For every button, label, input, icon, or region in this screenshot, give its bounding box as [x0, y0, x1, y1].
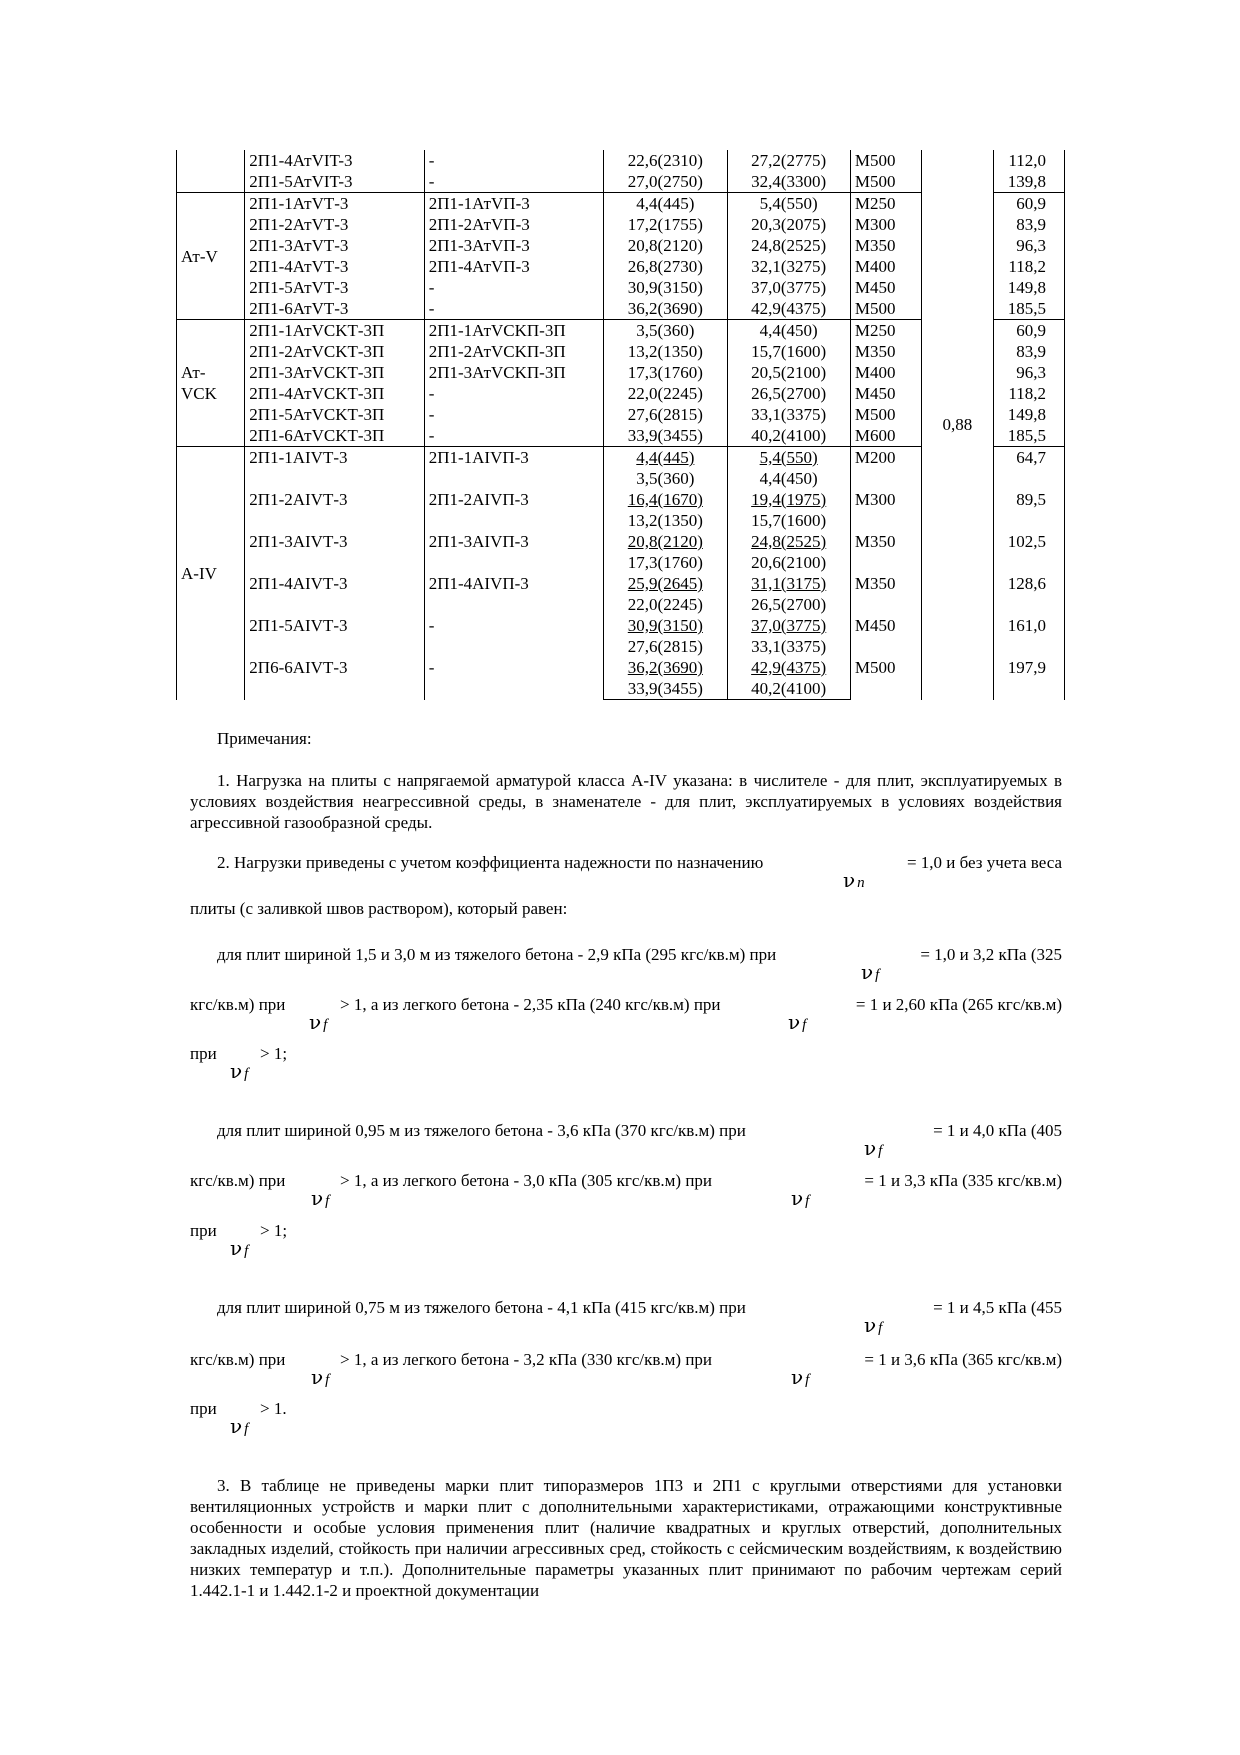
cell-l1: 13,2(1350) — [604, 341, 727, 362]
cell-m2: - — [424, 150, 603, 171]
cell-m2: - — [424, 404, 603, 425]
cell-con: М500 — [850, 150, 921, 171]
cell-l2: 42,9(4375) — [727, 657, 850, 678]
cell-m2: - — [424, 298, 603, 320]
cell-con: М350 — [850, 235, 921, 256]
cell-m1: 2П1-2АтVТ-3 — [245, 214, 424, 235]
note-2-line-2: плиты (с заливкой швов раствором), который равен: — [190, 899, 568, 918]
cell-l2: 33,1(3375) — [727, 404, 850, 425]
cell-l2: 40,2(4100) — [727, 425, 850, 447]
cell-l1b: 17,3(1760) — [604, 552, 727, 573]
gamma-f-symbol: ν f — [791, 1186, 810, 1210]
para-2-line-1: для плит шириной 0,95 м из тяжелого бетона - 3,6 кПа (370 кгс/кв.м) при = 1 и 4,0 кПа (405 — [217, 1121, 1062, 1140]
gamma-f-symbol: ν f — [309, 1010, 328, 1034]
cell-l2: 20,5(2100) — [727, 362, 850, 383]
cell-con: М450 — [850, 615, 921, 657]
gamma-f-symbol: ν f — [230, 1236, 249, 1260]
rebar-class-cell: Ат-V — [177, 193, 245, 320]
cell-m2: - — [424, 277, 603, 298]
cell-mass: 118,2 — [993, 383, 1064, 404]
cell-mass: 197,9 — [993, 657, 1064, 700]
cell-con: М450 — [850, 383, 921, 404]
cell-mass: 89,5 — [993, 489, 1064, 531]
cell-mass: 102,5 — [993, 531, 1064, 573]
cell-l1: 22,6(2310) — [604, 150, 727, 171]
cell-m1: 2П1-2AIVТ-3 — [245, 489, 424, 531]
cell-l2: 32,1(3275) — [727, 256, 850, 277]
cell-mass: 128,6 — [993, 573, 1064, 615]
cell-con: М500 — [850, 298, 921, 320]
cell-mass: 149,8 — [993, 404, 1064, 425]
cell-l1: 30,9(3150) — [604, 277, 727, 298]
cell-m1: 2П1-1АтVТ-3 — [245, 193, 424, 215]
gamma-f-symbol: ν f — [311, 1365, 330, 1389]
cell-l2: 24,8(2525) — [727, 235, 850, 256]
cell-l1: 20,8(2120) — [604, 531, 727, 552]
para-1-line-1: для плит шириной 1,5 и 3,0 м из тяжелого бетона - 2,9 кПа (295 кгс/кв.м) при = 1,0 и 3,2 кПа (325 — [217, 945, 1062, 964]
cell-con: М250 — [850, 320, 921, 342]
para-3-line-1: для плит шириной 0,75 м из тяжелого бетона - 4,1 кПа (415 кгс/кв.м) при = 1 и 4,5 кПа (455 — [217, 1298, 1062, 1317]
rebar-class-line: Ат- — [181, 363, 206, 382]
cell-con: М300 — [850, 489, 921, 531]
cell-m1: 2П1-1АтVCKТ-3П — [245, 320, 424, 342]
cell-m1: 2П1-5АтVТ-3 — [245, 277, 424, 298]
cell-m1: 2П1-3АтVТ-3 — [245, 235, 424, 256]
cell-con: М500 — [850, 657, 921, 700]
note-2-text-a: 2. Нагрузки приведены с учетом коэффициента надежности по назначению — [217, 853, 764, 872]
gamma-f-symbol: ν f — [230, 1414, 249, 1438]
cell-m2: 2П1-2AIVП-3 — [424, 489, 603, 531]
rebar-class-cell — [177, 150, 245, 193]
cell-con: М500 — [850, 404, 921, 425]
gamma-f-symbol: ν f — [311, 1186, 330, 1210]
cell-l2: 32,4(3300) — [727, 171, 850, 193]
gamma-f-symbol: ν f — [788, 1010, 807, 1034]
cell-m1: 2П1-5AIVТ-3 — [245, 615, 424, 657]
cell-l2: 5,4(550) — [727, 447, 850, 469]
cell-mass: 185,5 — [993, 298, 1064, 320]
cell-m2: - — [424, 171, 603, 193]
cell-l1: 27,0(2750) — [604, 171, 727, 193]
cell-l1: 20,8(2120) — [604, 235, 727, 256]
gamma-f-symbol: ν f — [861, 960, 880, 984]
notes-heading: Примечания: — [217, 729, 312, 748]
cell-con: М350 — [850, 341, 921, 362]
cell-m2: 2П1-1АтVП-3 — [424, 193, 603, 215]
cell-con: М250 — [850, 193, 921, 215]
cell-l1: 36,2(3690) — [604, 657, 727, 678]
coef-cell: 0,88 — [922, 150, 993, 700]
note-1: 1. Нагрузка на плиты с напрягаемой арматурой класса A-IV указана: в числителе - для плит, эксплуатируемых в условиях воздействия неагрессивной среды, в знаменателе - для плит, эксплуатируемых в условиях воздействия агрессивной газообразной среды. — [190, 771, 1062, 832]
rebar-class-cell: A-IV — [177, 447, 245, 700]
cell-m2: - — [424, 383, 603, 404]
table-row — [177, 150, 1065, 171]
gamma-n-symbol: ν n — [843, 868, 865, 892]
cell-m1: 2П6-6AIVТ-3 — [245, 657, 424, 700]
cell-mass: 185,5 — [993, 425, 1064, 447]
cell-l1: 27,6(2815) — [604, 404, 727, 425]
cell-mass: 161,0 — [993, 615, 1064, 657]
cell-m1: 2П1-4АтVCKТ-3П — [245, 383, 424, 404]
cell-l2: 4,4(450) — [727, 320, 850, 342]
cell-l2: 27,2(2775) — [727, 150, 850, 171]
cell-l2: 15,7(1600) — [727, 341, 850, 362]
cell-l2b: 33,1(3375) — [727, 636, 850, 657]
cell-m1: 2П1-1AIVТ-3 — [245, 447, 424, 490]
cell-l1b: 3,5(360) — [604, 468, 727, 489]
cell-l1: 3,5(360) — [604, 320, 727, 342]
cell-con: М350 — [850, 531, 921, 573]
cell-con: М450 — [850, 277, 921, 298]
cell-l2: 37,0(3775) — [727, 615, 850, 636]
cell-m1: 2П1-5АтVCKТ-3П — [245, 404, 424, 425]
cell-l1b: 13,2(1350) — [604, 510, 727, 531]
plate-table — [176, 150, 1065, 700]
cell-m2: 2П1-4AIVП-3 — [424, 573, 603, 615]
cell-mass: 139,8 — [993, 171, 1064, 193]
cell-l1: 30,9(3150) — [604, 615, 727, 636]
cell-mass: 64,7 — [993, 447, 1064, 490]
cell-m1: 2П1-3AIVТ-3 — [245, 531, 424, 573]
cell-l1: 22,0(2245) — [604, 383, 727, 404]
cell-m2: 2П1-2АтVП-3 — [424, 214, 603, 235]
cell-con: М200 — [850, 447, 921, 490]
cell-l2: 5,4(550) — [727, 193, 850, 215]
cell-l2b: 26,5(2700) — [727, 594, 850, 615]
cell-l1: 26,8(2730) — [604, 256, 727, 277]
cell-con: М400 — [850, 256, 921, 277]
cell-m2: 2П1-3АтVCKП-3П — [424, 362, 603, 383]
cell-m1: 2П1-4AIVТ-3 — [245, 573, 424, 615]
cell-l1: 17,3(1760) — [604, 362, 727, 383]
cell-l2b: 20,6(2100) — [727, 552, 850, 573]
cell-m1: 2П1-5АтVIT-3 — [245, 171, 424, 193]
cell-con: М350 — [850, 573, 921, 615]
cell-l2: 19,4(1975) — [727, 489, 850, 510]
cell-mass: 149,8 — [993, 277, 1064, 298]
cell-mass: 96,3 — [993, 362, 1064, 383]
cell-l1: 33,9(3455) — [604, 425, 727, 447]
cell-m1: 2П1-4АтVIT-3 — [245, 150, 424, 171]
cell-m1: 2П1-2АтVCKТ-3П — [245, 341, 424, 362]
cell-mass: 83,9 — [993, 214, 1064, 235]
cell-l1: 4,4(445) — [604, 447, 727, 469]
cell-m2: 2П1-1AIVП-3 — [424, 447, 603, 490]
gamma-f-symbol: ν f — [864, 1136, 883, 1160]
cell-m1: 2П1-6АтVCKТ-3П — [245, 425, 424, 447]
cell-l2b: 15,7(1600) — [727, 510, 850, 531]
cell-m1: 2П1-6АтVТ-3 — [245, 298, 424, 320]
note-2-text-b: = 1,0 и без учета веса — [906, 853, 1062, 872]
cell-mass: 83,9 — [993, 341, 1064, 362]
cell-con: М600 — [850, 425, 921, 447]
rebar-class-line: VCK — [181, 384, 217, 403]
cell-m2: - — [424, 425, 603, 447]
cell-m2: - — [424, 615, 603, 657]
cell-l1: 16,4(1670) — [604, 489, 727, 510]
cell-l2: 31,1(3175) — [727, 573, 850, 594]
cell-con: М400 — [850, 362, 921, 383]
cell-l2b: 40,2(4100) — [727, 678, 850, 700]
cell-m1: 2П1-3АтVCKТ-3П — [245, 362, 424, 383]
cell-l1: 25,9(2645) — [604, 573, 727, 594]
cell-con: М300 — [850, 214, 921, 235]
cell-mass: 60,9 — [993, 320, 1064, 342]
note-3: 3. В таблице не приведены марки плит типоразмеров 1П3 и 2П1 с круглыми отверстиями для установки вентиляционных устройств и марки плит с дополнительными характеристиками, отражающими конструктивные особенности и особые условия применения плит (наличие квадратных и круглых отверстий, дополнительных закладных изделий, стойкость при наличии агрессивных сред, стойкость с сейсмическим воздействиям, к воздействию низких температур и т.п.). Дополнительные параметры указанных плит принимают по рабочим чертежам серий 1.442.1-1 и 1.442.1-2 и проектной документации — [190, 1476, 1062, 1600]
cell-m1: 2П1-4АтVТ-3 — [245, 256, 424, 277]
cell-l1: 36,2(3690) — [604, 298, 727, 320]
cell-mass: 60,9 — [993, 193, 1064, 215]
note-2-line-1 — [217, 852, 1062, 873]
cell-m2: - — [424, 657, 603, 700]
gamma-f-symbol: ν f — [791, 1365, 810, 1389]
cell-m2: 2П1-3АтVП-3 — [424, 235, 603, 256]
cell-l1: 17,2(1755) — [604, 214, 727, 235]
cell-l1b: 22,0(2245) — [604, 594, 727, 615]
gamma-f-symbol: ν f — [864, 1313, 883, 1337]
gamma-f-symbol: ν f — [230, 1059, 249, 1083]
cell-m2: 2П1-3AIVП-3 — [424, 531, 603, 573]
cell-m2: 2П1-4АтVП-3 — [424, 256, 603, 277]
rebar-class-cell — [177, 320, 245, 447]
cell-mass: 112,0 — [993, 150, 1064, 171]
cell-l1b: 33,9(3455) — [604, 678, 727, 700]
cell-l1: 4,4(445) — [604, 193, 727, 215]
cell-l2b: 4,4(450) — [727, 468, 850, 489]
cell-mass: 96,3 — [993, 235, 1064, 256]
cell-l2: 37,0(3775) — [727, 277, 850, 298]
cell-con: М500 — [850, 171, 921, 193]
cell-m2: 2П1-2АтVCKП-3П — [424, 341, 603, 362]
cell-l2: 20,3(2075) — [727, 214, 850, 235]
cell-mass: 118,2 — [993, 256, 1064, 277]
cell-m2: 2П1-1АтVCKП-3П — [424, 320, 603, 342]
cell-l2: 42,9(4375) — [727, 298, 850, 320]
cell-l1b: 27,6(2815) — [604, 636, 727, 657]
cell-l2: 26,5(2700) — [727, 383, 850, 404]
cell-l2: 24,8(2525) — [727, 531, 850, 552]
